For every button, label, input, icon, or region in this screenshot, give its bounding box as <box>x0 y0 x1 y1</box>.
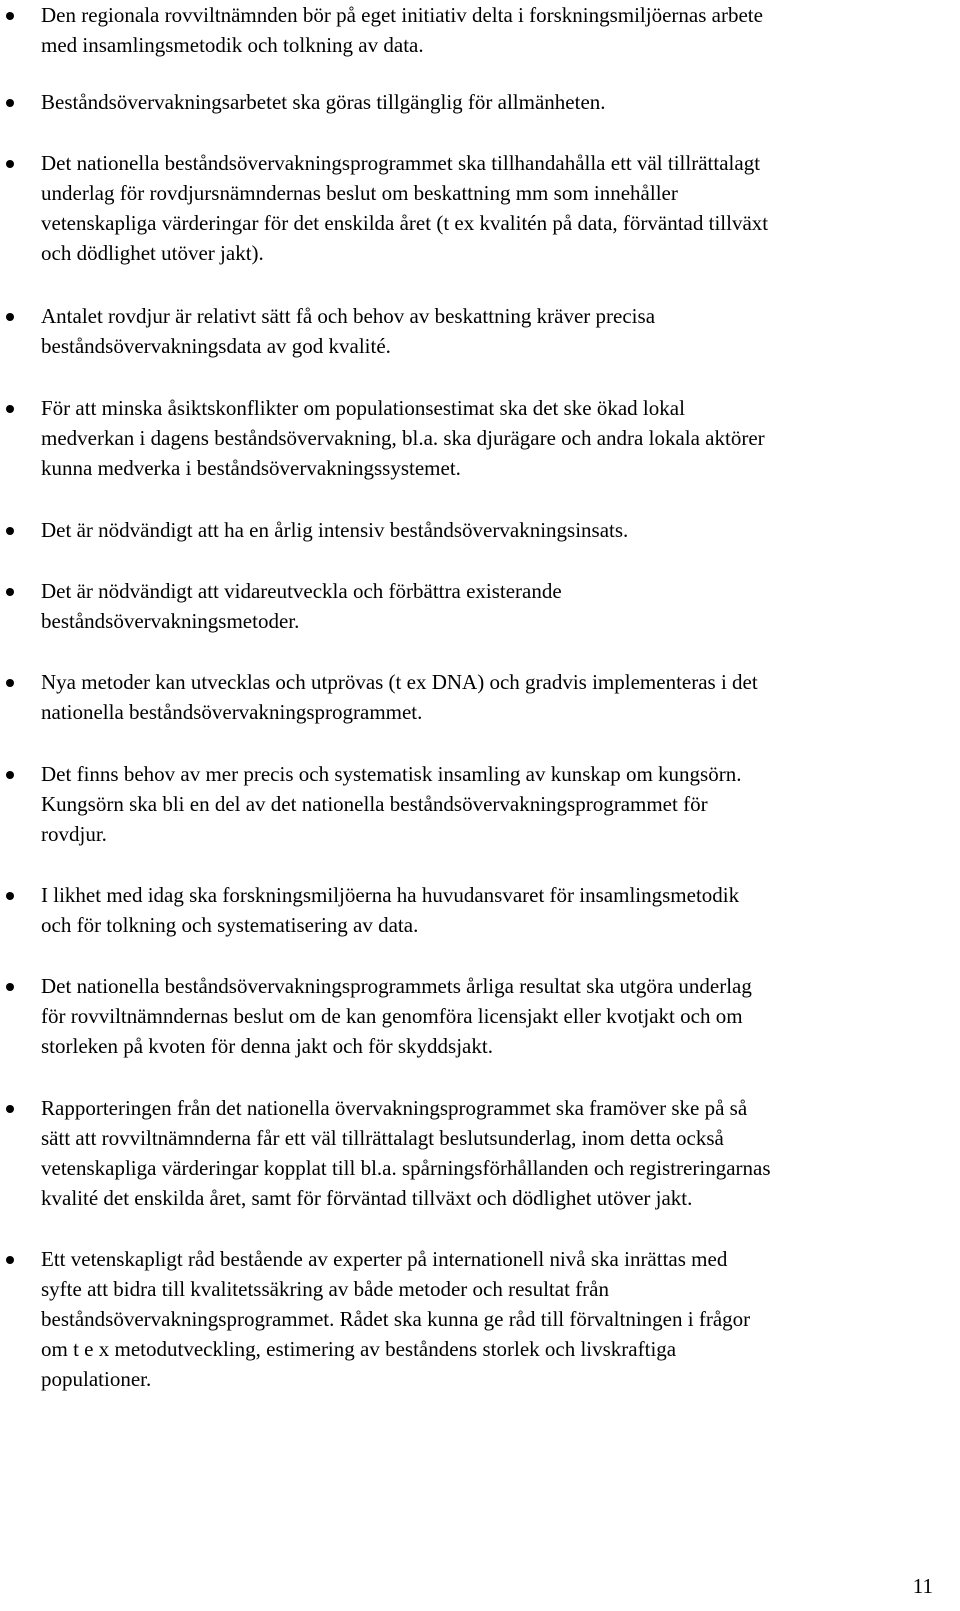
text-line: med insamlingsmetodik och tolkning av data. <box>41 33 424 57</box>
text-line: Den regionala rovviltnämnden bör på eget initiativ delta i forskningsmiljöernas arbete <box>41 3 763 27</box>
text-line: Antalet rovdjur är relativt sätt få och behov av beskattning kräver precisa <box>41 304 656 328</box>
text-line: Det finns behov av mer precis och systematisk insamling av kunskap om kungsörn. <box>41 762 742 786</box>
text-line: nationella beståndsövervakningsprogrammet. <box>41 700 423 724</box>
text-line: Nya metoder kan utvecklas och utprövas (t ex DNA) och gradvis implementeras i det <box>41 670 758 694</box>
bullet-text <box>41 667 941 727</box>
text-line: och dödlighet utöver jakt). <box>41 241 264 265</box>
bullet-text <box>41 301 941 361</box>
text-line: vetenskapliga värderingar kopplat till bl.a. spårningsförhållanden och registreringarnas <box>41 1156 771 1180</box>
bullet-icon <box>6 1105 14 1113</box>
text-line: beståndsövervakningsdata av god kvalité. <box>41 334 391 358</box>
text-line: Det är nödvändigt att vidareutveckla och förbättra existerande <box>41 579 562 603</box>
bullet-text <box>41 87 941 117</box>
bullet-text <box>41 759 941 849</box>
bullet-icon <box>6 160 14 168</box>
bullet-text <box>41 0 941 60</box>
bullet-icon <box>6 405 14 413</box>
bullet-text <box>41 971 941 1061</box>
bullet-text <box>41 576 941 636</box>
bullet-text <box>41 1244 941 1394</box>
text-line: medverkan i dagens beståndsövervakning, bl.a. ska djurägare och andra lokala aktörer <box>41 426 765 450</box>
text-line: vetenskapliga värderingar för det enskilda året (t ex kvalitén på data, förväntad tillväxt <box>41 211 769 235</box>
bullet-icon <box>6 12 14 20</box>
text-line: Det nationella beståndsövervakningsprogrammet ska tillhandahålla ett väl tillrättalagt <box>41 151 761 175</box>
text-line: Kungsörn ska bli en del av det nationella beståndsövervakningsprogrammet för <box>41 792 708 816</box>
text-line: beståndsövervakningsmetoder. <box>41 609 300 633</box>
bullet-icon <box>6 1256 14 1264</box>
bullet-text <box>41 515 941 545</box>
text-line: kvalité det enskilda året, samt för förväntad tillväxt och dödlighet utöver jakt. <box>41 1186 693 1210</box>
text-line: storleken på kvoten för denna jakt och för skyddsjakt. <box>41 1034 493 1058</box>
text-line: rovdjur. <box>41 822 107 846</box>
bullet-icon <box>6 588 14 596</box>
bullet-text <box>41 1093 941 1213</box>
text-line: beståndsövervakningsprogrammet. Rådet ska kunna ge råd till förvaltningen i frågor <box>41 1307 751 1331</box>
text-line: underlag för rovdjursnämndernas beslut om beskattning mm som innehåller <box>41 181 678 205</box>
bullet-text <box>41 148 941 268</box>
page-number: 11 <box>912 1574 933 1598</box>
text-line: Beståndsövervakningsarbetet ska göras tillgänglig för allmänheten. <box>41 90 606 114</box>
bullet-icon <box>6 983 14 991</box>
text-line: Det nationella beståndsövervakningsprogrammets årliga resultat ska utgöra underlag <box>41 974 752 998</box>
bullet-icon <box>6 679 14 687</box>
text-line: om t e x metodutveckling, estimering av beståndens storlek och livskraftiga <box>41 1337 677 1361</box>
bullet-icon <box>6 313 14 321</box>
text-line: För att minska åsiktskonflikter om populationsestimat ska det ske ökad lokal <box>41 396 685 420</box>
text-line: Det är nödvändigt att ha en årlig intensiv beståndsövervakningsinsats. <box>41 518 629 542</box>
text-line: I likhet med idag ska forskningsmiljöerna ha huvudansvaret för insamlingsmetodik <box>41 883 740 907</box>
text-line: syfte att bidra till kvalitetssäkring av både metoder och resultat från <box>41 1277 609 1301</box>
bullet-icon <box>6 99 14 107</box>
text-line: för rovviltnämndernas beslut om de kan genomföra licensjakt eller kvotjakt och om <box>41 1004 743 1028</box>
bullet-text <box>41 393 941 483</box>
text-line: och för tolkning och systematisering av data. <box>41 913 419 937</box>
text-line: sätt att rovviltnämnderna får ett väl tillrättalagt beslutsunderlag, inom detta också <box>41 1126 724 1150</box>
text-line: kunna medverka i beståndsövervakningssystemet. <box>41 456 461 480</box>
text-line: Rapporteringen från det nationella övervakningsprogrammet ska framöver ske på så <box>41 1096 748 1120</box>
text-line: Ett vetenskapligt råd bestående av experter på internationell nivå ska inrättas med <box>41 1247 728 1271</box>
bullet-icon <box>6 527 14 535</box>
bullet-text <box>41 880 941 940</box>
bullet-icon <box>6 771 14 779</box>
bullet-icon <box>6 892 14 900</box>
text-line: populationer. <box>41 1367 152 1391</box>
